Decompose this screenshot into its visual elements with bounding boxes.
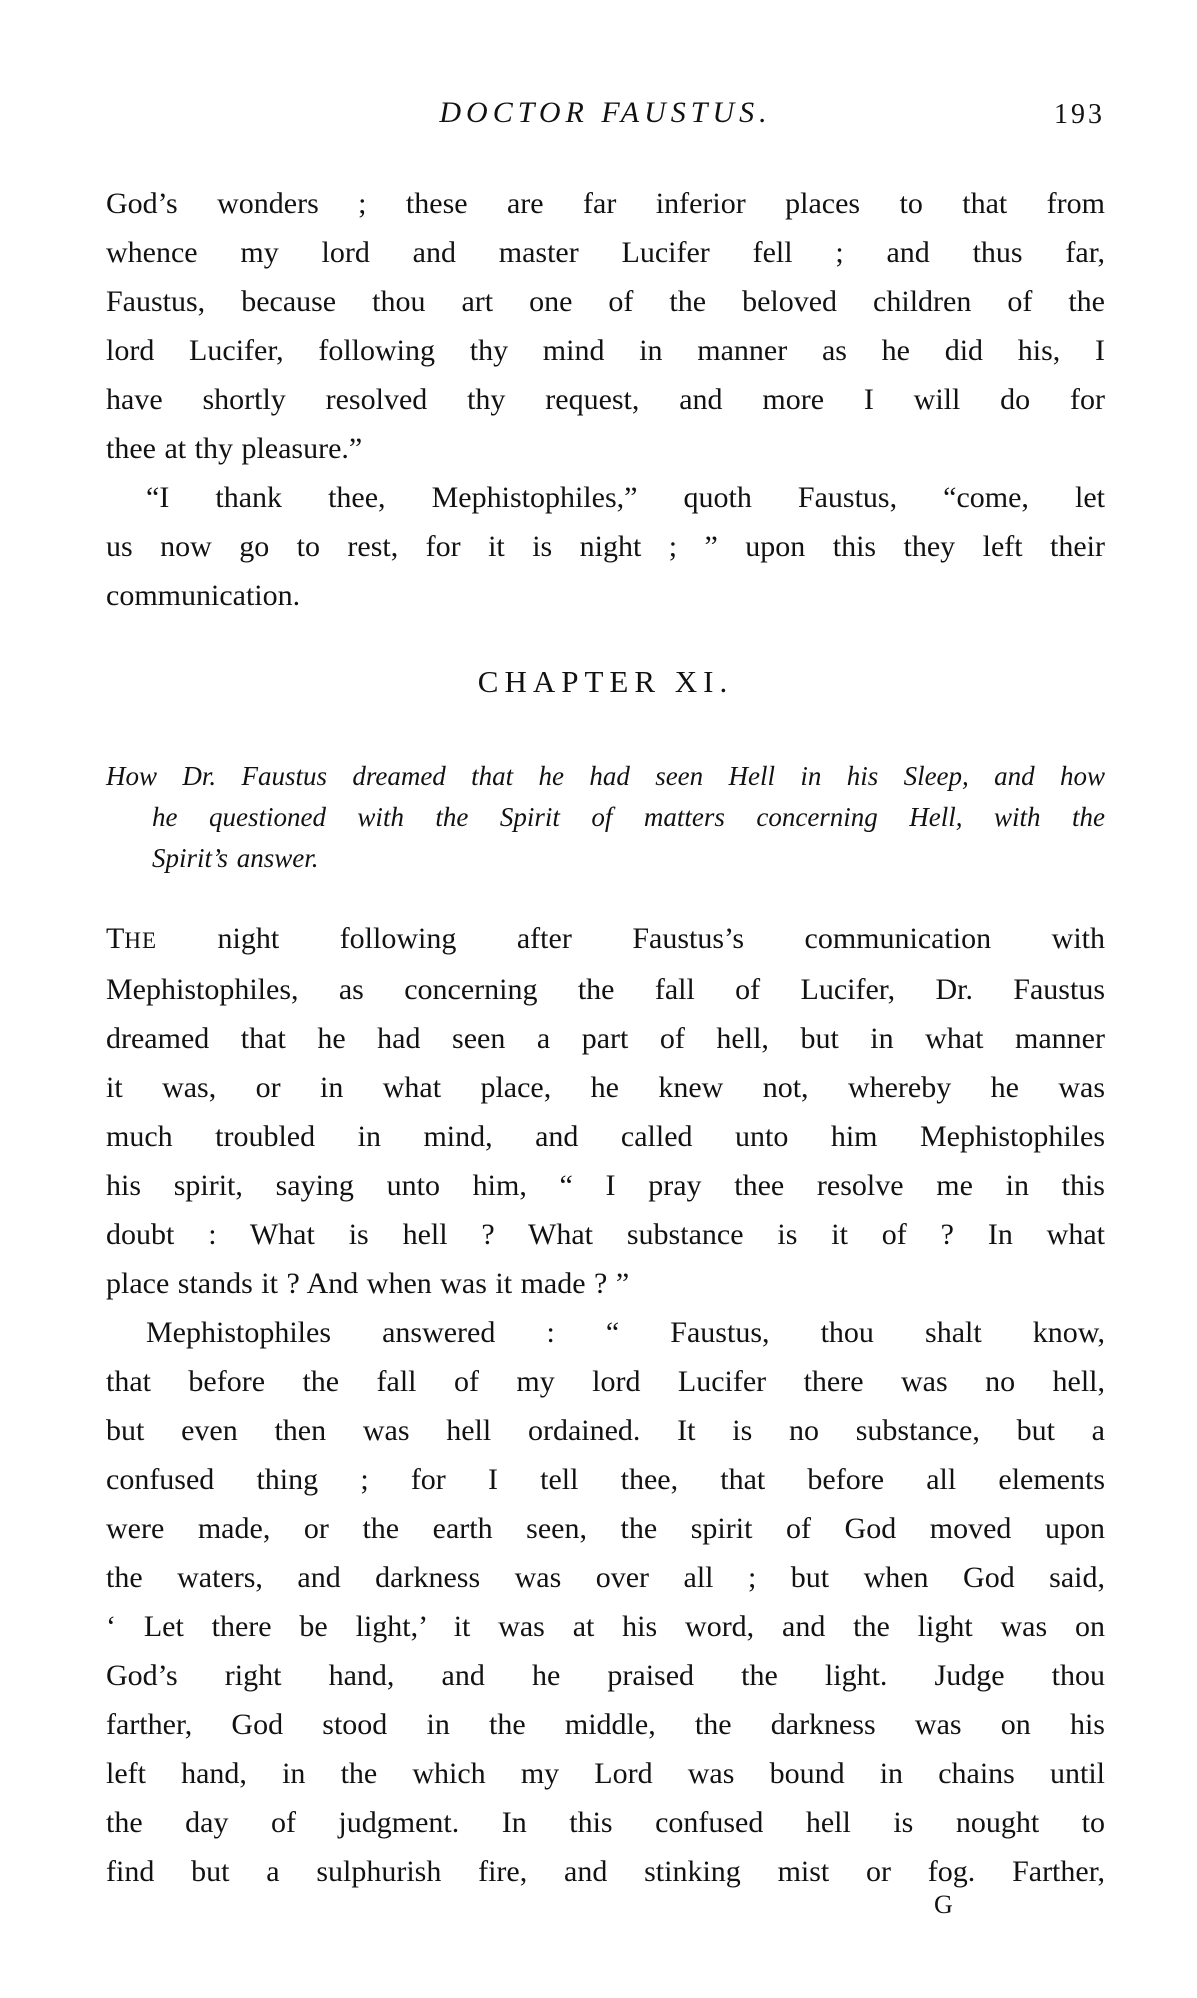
text-line: the day of judgment. In this confused hell is nought to [106, 1806, 1105, 1839]
text-line: Faustus, because thou art one of the beloved children of the [106, 285, 1105, 318]
running-title: DOCTOR FAUSTUS. [439, 96, 772, 129]
text-line-rest: night following after Faustus’s communication with [157, 922, 1105, 955]
text-line: us now go to rest, for it is night ; ” upon this they left their [106, 530, 1105, 563]
small-caps-lead: HE [124, 928, 157, 953]
text-line: were made, or the earth seen, the spirit of God moved upon [106, 1512, 1105, 1545]
text-line: place stands it ? And when was it made ? ” [106, 1267, 630, 1300]
page-header [106, 96, 1105, 136]
paragraph-continuation [106, 179, 1105, 473]
text-line: dreamed that he had seen a part of hell, but in what manner [106, 1022, 1105, 1055]
text-line: confused thing ; for I tell thee, that before all elements [106, 1463, 1105, 1496]
text-line: God’s wonders ; these are far inferior places to that from [106, 187, 1105, 220]
printer-signature-mark: G [934, 1890, 954, 1919]
text-line: the waters, and darkness was over all ; but when God said, [106, 1561, 1105, 1594]
text-line: but even then was hell ordained. It is no substance, but a [106, 1414, 1105, 1447]
drop-initial: T [106, 922, 125, 955]
text-line: Mephistophiles, as concerning the fall of Lucifer, Dr. Faustus [106, 973, 1105, 1006]
text-line: farther, God stood in the middle, the darkness was on his [106, 1708, 1105, 1741]
chapter-summary [106, 756, 1105, 879]
text-line: find but a sulphurish fire, and stinking mist or fog. Farther, [106, 1855, 1105, 1888]
paragraph-answer [106, 1308, 1105, 1896]
text-line: God’s right hand, and he praised the light. Judge thou [106, 1659, 1105, 1692]
summary-line: he questioned with the Spirit of matters concerning Hell, with the [152, 802, 1105, 832]
summary-line: Spirit’s answer. [152, 843, 319, 873]
text-line: whence my lord and master Lucifer fell ; and thus far, [106, 236, 1105, 269]
text-line: his spirit, saying unto him, “ I pray thee resolve me in this [106, 1169, 1105, 1202]
text-line: Mephistophiles answered : “ Faustus, thou shalt know, [146, 1316, 1105, 1349]
paragraph-dialogue [106, 473, 1105, 620]
text-line: thee at thy pleasure.” [106, 432, 363, 465]
text-line: lord Lucifer, following thy mind in manner as he did his, I [106, 334, 1105, 367]
text-line: it was, or in what place, he knew not, whereby he was [106, 1071, 1105, 1104]
paragraph-chapter-opening [106, 914, 1105, 1308]
text-line: left hand, in the which my Lord was bound in chains until [106, 1757, 1105, 1790]
text-line: communication. [106, 579, 301, 612]
summary-line: How Dr. Faustus dreamed that he had seen Hell in his Sleep, and how [106, 761, 1105, 791]
text-line: “I thank thee, Mephistophiles,” quoth Faustus, “come, let [146, 481, 1105, 514]
text-line: that before the fall of my lord Lucifer there was no hell, [106, 1365, 1105, 1398]
text-line: much troubled in mind, and called unto him Mephistophiles [106, 1120, 1105, 1153]
text-line [106, 914, 1105, 965]
chapter-heading: CHAPTER XI. [477, 664, 734, 699]
text-line: have shortly resolved thy request, and more I will do for [106, 383, 1105, 416]
page-number: 193 [1054, 99, 1105, 130]
text-line: doubt : What is hell ? What substance is it of ? In what [106, 1218, 1105, 1251]
text-line: ‘ Let there be light,’ it was at his word, and the light was on [106, 1610, 1105, 1643]
